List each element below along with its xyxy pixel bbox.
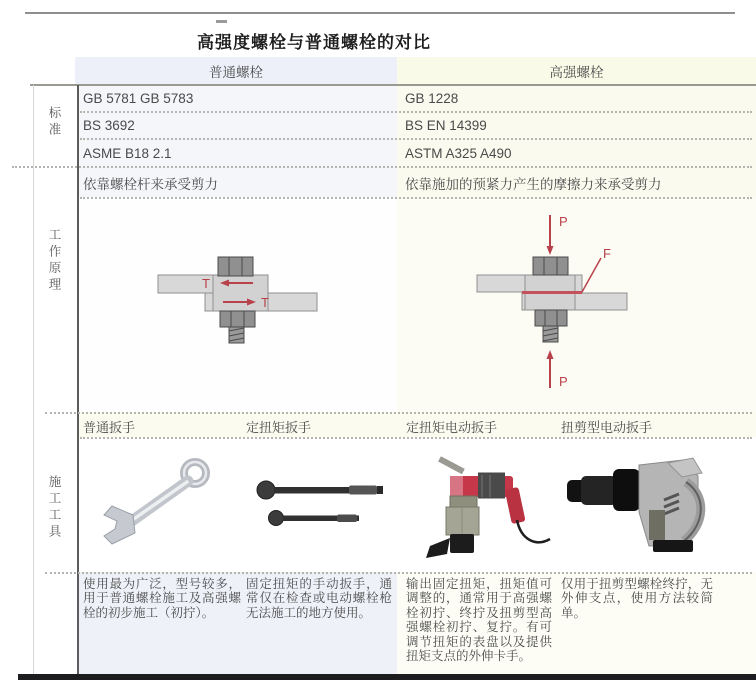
standard-high-bs: BS EN 14399 [405, 118, 487, 133]
row-divider [45, 572, 752, 574]
friction-interface-line [522, 291, 582, 294]
table-left-border [33, 85, 34, 676]
tool-description-torque-wrench: 固定扭矩的手动扳手，通常仅在检查或电动螺栓枪无法施工的地方使用。 [246, 577, 392, 620]
principle-ordinary-text: 依靠螺栓杆来承受剪力 [83, 177, 218, 192]
standard-ordinary-gb: GB 5781 GB 5783 [83, 91, 194, 106]
threaded-stud-icon [229, 327, 244, 343]
section-divider-standards [12, 166, 752, 168]
column-header-high-strength-label: 高强螺栓 [549, 64, 604, 80]
combination-wrench-icon [95, 455, 225, 550]
shear-electric-wrench-icon [565, 450, 725, 562]
torque-wrench-icon [255, 478, 390, 528]
standard-ordinary-asme: ASME B18 2.1 [83, 146, 172, 161]
tool-name-shear-electric-wrench: 扭剪型电动扳手 [561, 420, 653, 435]
column-header-ordinary-label: 普通螺栓 [209, 64, 263, 80]
standard-high-astm: ASTM A325 A490 [405, 146, 512, 161]
shear-diagram-graphic [150, 250, 360, 350]
column-header-ordinary [75, 57, 397, 84]
high-strength-bolt-diagram [460, 210, 680, 395]
tool-description-electric-torque-wrench: 输出固定扭矩，扭矩值可调整的，通常用于高强螺栓初拧、终拧及扭剪型高强螺栓初拧、复拧。有可调节扭矩的表盘以及提供扭矩支点的外伸卡手。 [406, 577, 552, 663]
tool-name-torque-wrench: 定扭矩扳手 [246, 420, 312, 435]
nut-icon [220, 311, 255, 327]
row-label-tools: 施工工具 [47, 475, 61, 541]
principle-high-text: 依靠施加的预紧力产生的摩擦力来承受剪力 [405, 177, 662, 192]
ordinary-bolt-diagram [150, 250, 360, 350]
label-column-divider [77, 85, 79, 676]
tool-name-ordinary-wrench: 普通扳手 [83, 420, 136, 435]
page-title: 高强度螺栓与普通螺栓的对比 [197, 33, 431, 52]
column-header-high-strength [397, 57, 756, 84]
row-divider [80, 138, 752, 140]
nut-icon [535, 310, 567, 326]
preload-label-bottom: P [559, 374, 568, 389]
tool-description-ordinary-wrench: 使用最为广泛，型号较多，用于普通螺栓施工及高强螺栓的初步施工（初拧）。 [83, 577, 241, 620]
friction-leader-line [582, 258, 601, 292]
row-divider [80, 437, 752, 439]
friction-force-label: F [603, 246, 611, 261]
shear-force-label-top: T [202, 276, 210, 291]
row-label-standards: 标准 [47, 106, 61, 139]
standard-high-gb: GB 1228 [405, 91, 459, 106]
row-divider [80, 111, 752, 113]
preload-label-top: P [559, 214, 568, 229]
row-label-principle: 工作原理 [47, 227, 61, 294]
row-divider [80, 197, 752, 199]
bolt-head-icon [218, 257, 253, 276]
preload-arrow-down-icon [547, 215, 554, 255]
electric-torque-wrench-icon [420, 450, 555, 562]
preload-diagram-graphic [460, 210, 680, 395]
shear-force-label-bottom: T [261, 295, 269, 310]
tool-description-shear-electric-wrench: 仅用于扭剪型螺栓终拧，无外伸支点，使用方法较简单。 [561, 577, 713, 620]
top-divider [25, 12, 735, 14]
bolt-head-icon [533, 257, 568, 275]
preload-arrow-up-icon [547, 350, 554, 388]
dash-mark [216, 20, 227, 23]
tool-name-electric-torque-wrench: 定扭矩电动扳手 [406, 420, 498, 435]
section-divider-tools [45, 412, 752, 414]
bottom-divider-bar [18, 674, 756, 680]
threaded-stud-icon [543, 326, 558, 342]
standard-ordinary-bs: BS 3692 [83, 118, 135, 133]
